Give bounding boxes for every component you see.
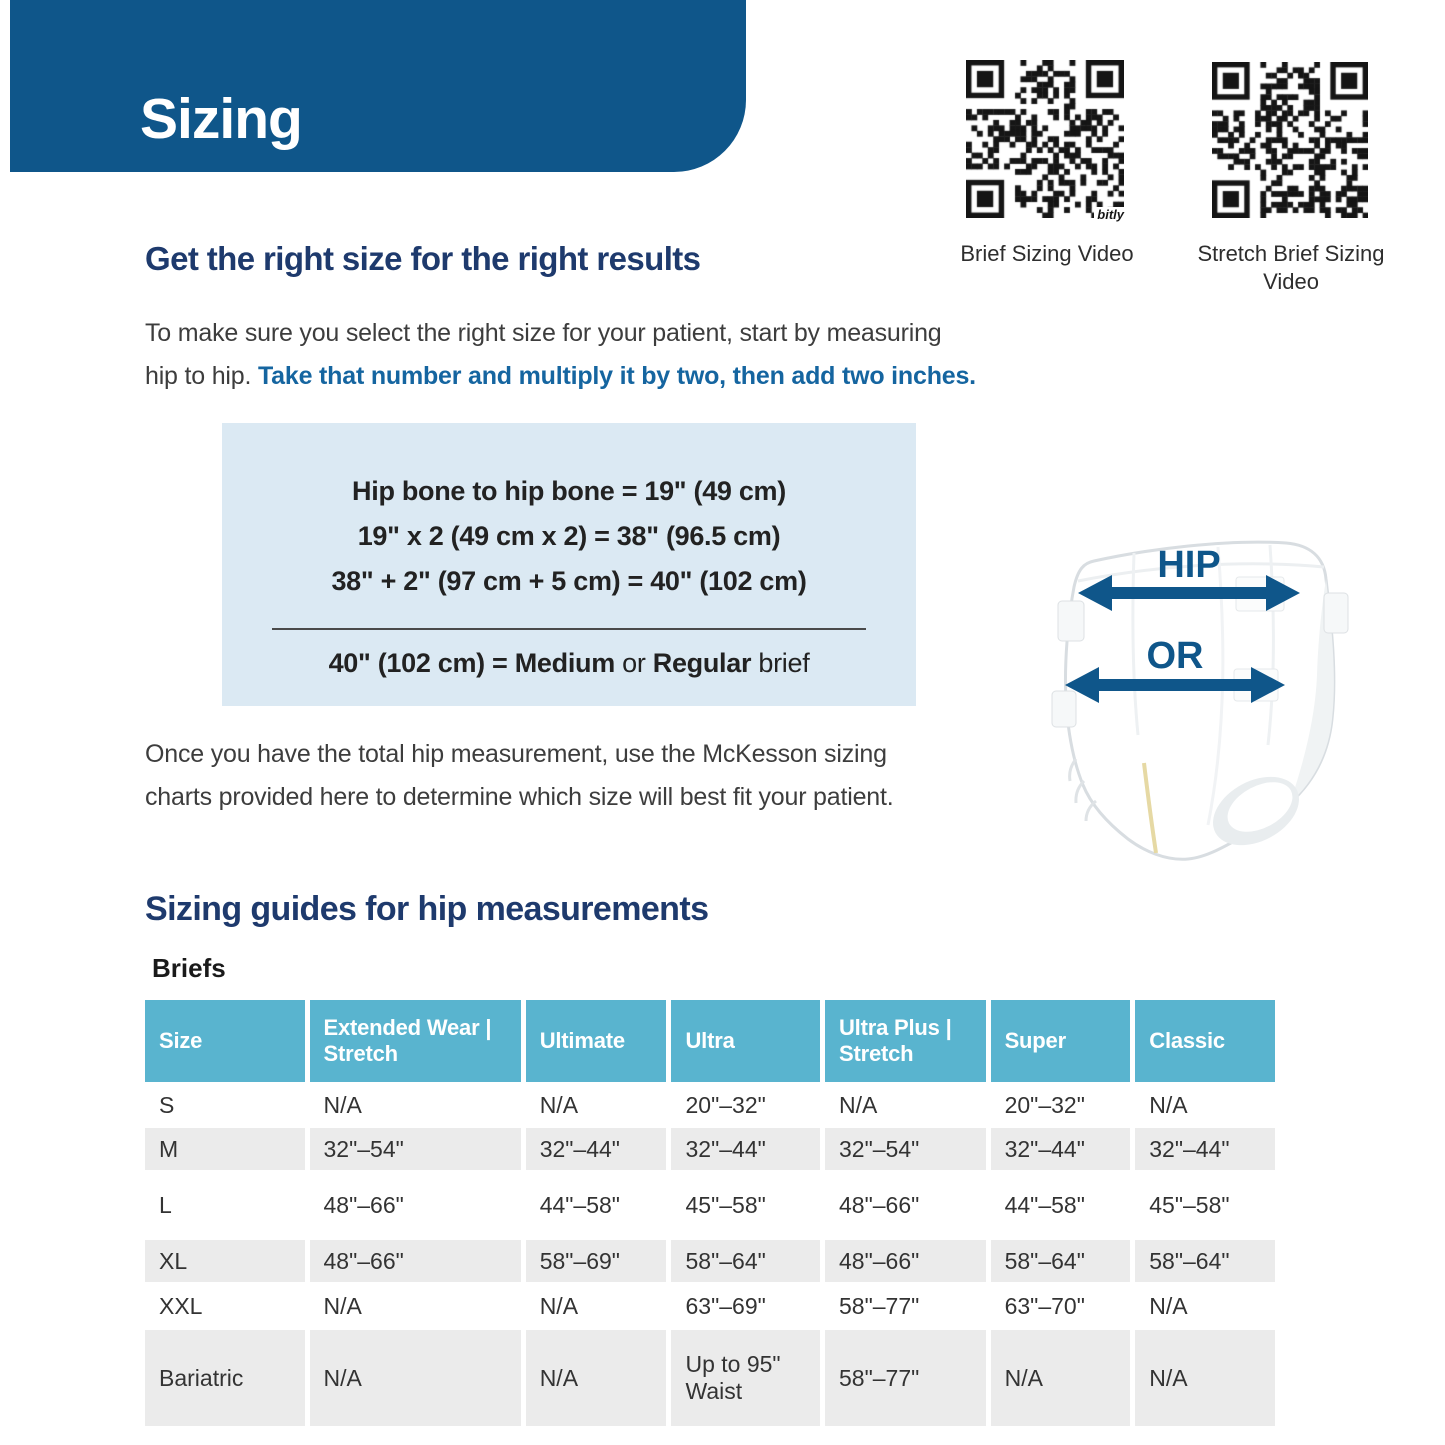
or-label: OR: [1146, 635, 1204, 677]
calc-line-1: Hip bone to hip bone = 19" (49 cm): [352, 476, 786, 506]
column-header-ultra: Ultra: [671, 1000, 820, 1082]
table-header-row: [145, 1000, 1275, 1082]
hip-label: HIP: [1157, 544, 1221, 586]
calculation-example-box: [222, 423, 916, 706]
calc-result-regular: Regular: [652, 648, 752, 678]
table-row: [145, 1082, 1275, 1128]
column-header-extended-wear: Extended Wear | Stretch: [310, 1000, 521, 1082]
table-cell: N/A: [310, 1082, 521, 1128]
table-row: [145, 1282, 1275, 1330]
qr-stretch-brief-sizing: [1212, 62, 1368, 218]
intro-line-2-normal: hip to hip.: [145, 362, 258, 390]
column-header-ultimate: Ultimate: [526, 1000, 667, 1082]
size-cell: L: [145, 1170, 305, 1240]
size-cell: S: [145, 1082, 305, 1128]
table-row: [145, 1330, 1275, 1426]
calc-result-suffix: brief: [751, 648, 810, 678]
table-cell: N/A: [526, 1282, 667, 1330]
table-cell: 48"–66": [310, 1240, 521, 1282]
column-header-size: Size: [145, 1000, 305, 1082]
table-cell: N/A: [310, 1282, 521, 1330]
table-row: [145, 1240, 1275, 1282]
table-cell: 58"–77": [825, 1330, 986, 1426]
calc-line-3: 38" + 2" (97 cm + 5 cm) = 40" (102 cm): [331, 566, 807, 596]
calc-result-medium: Medium: [514, 648, 615, 678]
column-header-ultra-plus: Ultra Plus | Stretch: [825, 1000, 986, 1082]
table-cell: Up to 95" Waist: [671, 1330, 820, 1426]
table-cell: 58"–69": [526, 1240, 667, 1282]
section-heading-right-size: Get the right size for the right results: [145, 240, 701, 277]
table-cell: N/A: [1135, 1082, 1275, 1128]
qr-caption-brief: Brief Sizing Video: [960, 241, 1134, 266]
calc-result-or: or: [614, 648, 653, 678]
table-cell: N/A: [1135, 1330, 1275, 1426]
intro-paragraph: [145, 312, 976, 398]
table-cell: N/A: [1135, 1282, 1275, 1330]
calc-divider: [272, 628, 866, 630]
header-banner: [10, 0, 746, 172]
table-cell: 58"–64": [671, 1240, 820, 1282]
bitly-logo: bitly: [1094, 207, 1124, 222]
table-cell: N/A: [526, 1330, 667, 1426]
note-paragraph: [145, 733, 893, 819]
table-cell: 32"–54": [825, 1128, 986, 1170]
intro-line-2-emphasis: Take that number and multiply it by two, then add two inches.: [257, 362, 976, 390]
brief-illustration: [1038, 523, 1368, 871]
calc-result-line: [222, 648, 916, 679]
size-cell: Bariatric: [145, 1330, 305, 1426]
table-row: [145, 1170, 1275, 1240]
page-title: Sizing: [140, 87, 302, 151]
qr-code-stretch-brief-sizing-icon: [1212, 62, 1368, 218]
table-cell: 32"–54": [310, 1128, 521, 1170]
table-cell: 48"–66": [310, 1170, 521, 1240]
column-header-super: Super: [991, 1000, 1131, 1082]
table-cell: N/A: [825, 1082, 986, 1128]
table-cell: 20"–32": [991, 1082, 1131, 1128]
table-cell: 58"–77": [825, 1282, 986, 1330]
briefs-sizing-table: [140, 1000, 1280, 1426]
size-cell: XXL: [145, 1282, 305, 1330]
qr-brief-sizing: [966, 60, 1124, 222]
table-cell: 44"–58": [526, 1170, 667, 1240]
intro-line-1: To make sure you select the right size for your patient, start by measuring: [145, 319, 942, 347]
qr-caption-stretch: Stretch Brief Sizing Video: [1197, 241, 1385, 294]
table-cell: 63"–69": [671, 1282, 820, 1330]
intro-line-2: [145, 355, 976, 398]
table-cell: 58"–64": [991, 1240, 1131, 1282]
table-cell: 48"–66": [825, 1170, 986, 1240]
brief-tab-right-top: [1324, 593, 1348, 633]
table-cell: 32"–44": [671, 1128, 820, 1170]
table-cell: 48"–66": [825, 1240, 986, 1282]
calc-line-2: 19" x 2 (49 cm x 2) = 38" (96.5 cm): [357, 521, 781, 551]
table-title-briefs: Briefs: [152, 953, 226, 983]
table-cell: N/A: [991, 1330, 1131, 1426]
note-line-2: charts provided here to determine which size will best fit your patient.: [145, 783, 894, 811]
table-cell: N/A: [526, 1082, 667, 1128]
table-cell: 44"–58": [991, 1170, 1131, 1240]
table-cell: 45"–58": [671, 1170, 820, 1240]
table-cell: 63"–70": [991, 1282, 1131, 1330]
brief-tab-left-top: [1058, 601, 1084, 641]
calc-result-prefix: 40" (102 cm) =: [328, 648, 515, 678]
brief-tab-left-mid: [1052, 691, 1076, 727]
table-cell: 32"–44": [526, 1128, 667, 1170]
table-cell: 32"–44": [1135, 1128, 1275, 1170]
note-line-1: Once you have the total hip measurement, use the McKesson sizing: [145, 740, 887, 768]
column-header-classic: Classic: [1135, 1000, 1275, 1082]
table-cell: 20"–32": [671, 1082, 820, 1128]
size-cell: XL: [145, 1240, 305, 1282]
table-row: [145, 1128, 1275, 1170]
section-heading-sizing-guides: Sizing guides for hip measurements: [145, 890, 709, 928]
table-cell: N/A: [310, 1330, 521, 1426]
table-cell: 45"–58": [1135, 1170, 1275, 1240]
table-cell: 32"–44": [991, 1128, 1131, 1170]
size-cell: M: [145, 1128, 305, 1170]
table-cell: 58"–64": [1135, 1240, 1275, 1282]
qr-code-brief-sizing-icon: [966, 60, 1124, 218]
